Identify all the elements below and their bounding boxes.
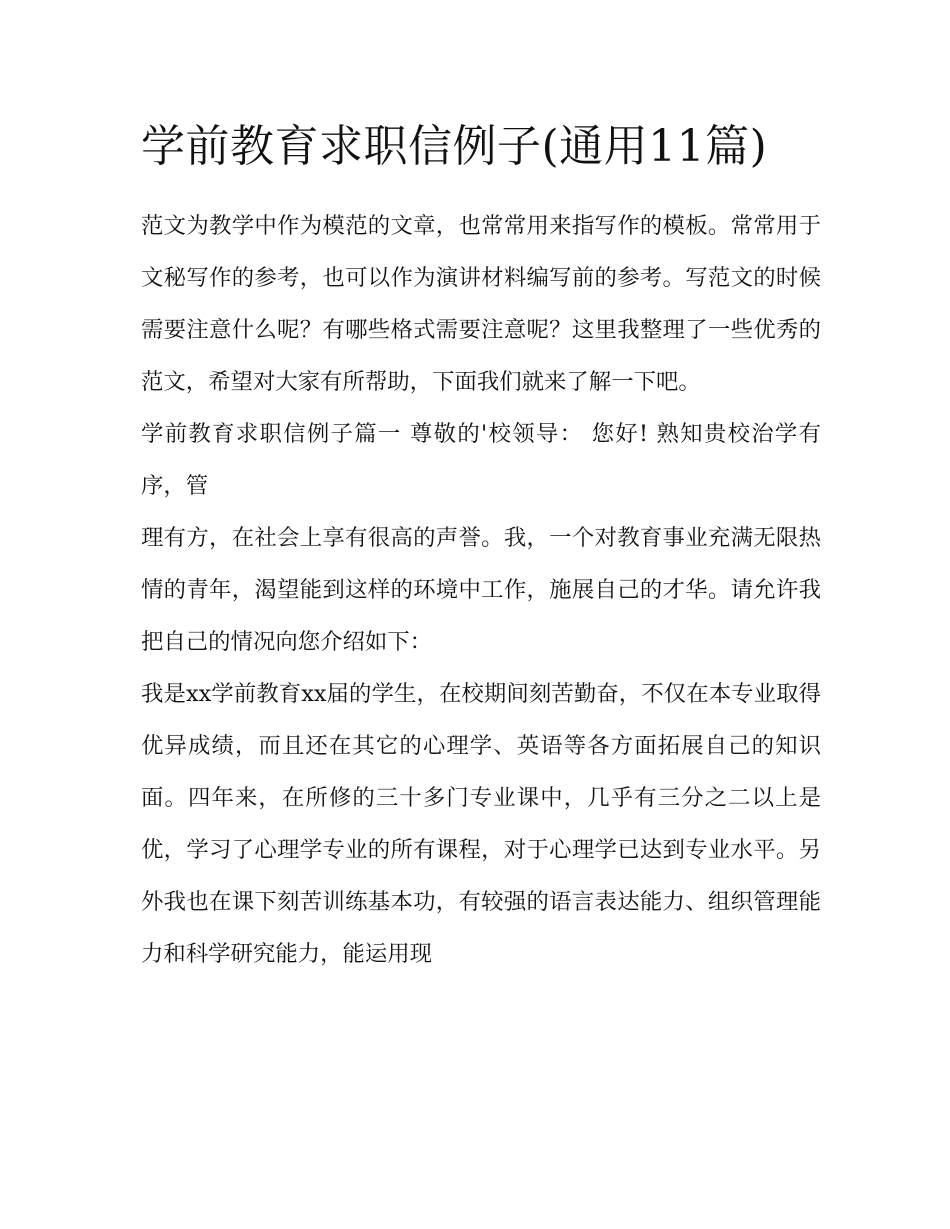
paragraph-intro: 范文为教学中作为模范的文章，也常常用来指写作的模板。常常用于文秘写作的参考，也可以作为演讲材料编写前的参考。写范文的时候需要注意什么呢？有哪些格式需要注意呢？这里我整理了一些优秀的范文，希望对大家有所帮助，下面我们就来了解一下吧。 bbox=[141, 213, 821, 395]
paragraph-self-intro: 理有方，在社会上享有很高的声誉。我，一个对教育事业充满无限热情的青年，渴望能到这样的环境中工作，施展自己的才华。请允许我把自己的情况向您介绍如下： bbox=[141, 525, 821, 655]
paragraph-greeting: 学前教育求职信例子篇一 尊敬的'校领导： 您好! 熟知贵校治学有序，管 bbox=[141, 421, 821, 499]
document-title: 学前教育求职信例子(通用11篇) bbox=[141, 121, 768, 172]
document-content bbox=[141, 108, 821, 980]
document-body bbox=[141, 200, 821, 980]
paragraph-education: 我是xx学前教育xx届的学生，在校期间刻苦勤奋，不仅在本专业取得优异成绩，而且还在其它的心理学、英语等各方面拓展自己的知识面。四年来，在所修的三十多门专业课中，几乎有三分之二以上是优，学习了心理学专业的所有课程，对于心理学已达到专业水平。另外我也在课下刻苦训练基本功，有较强的语言表达能力、组织管理能力和科学研究能力，能运用现 bbox=[141, 681, 821, 967]
